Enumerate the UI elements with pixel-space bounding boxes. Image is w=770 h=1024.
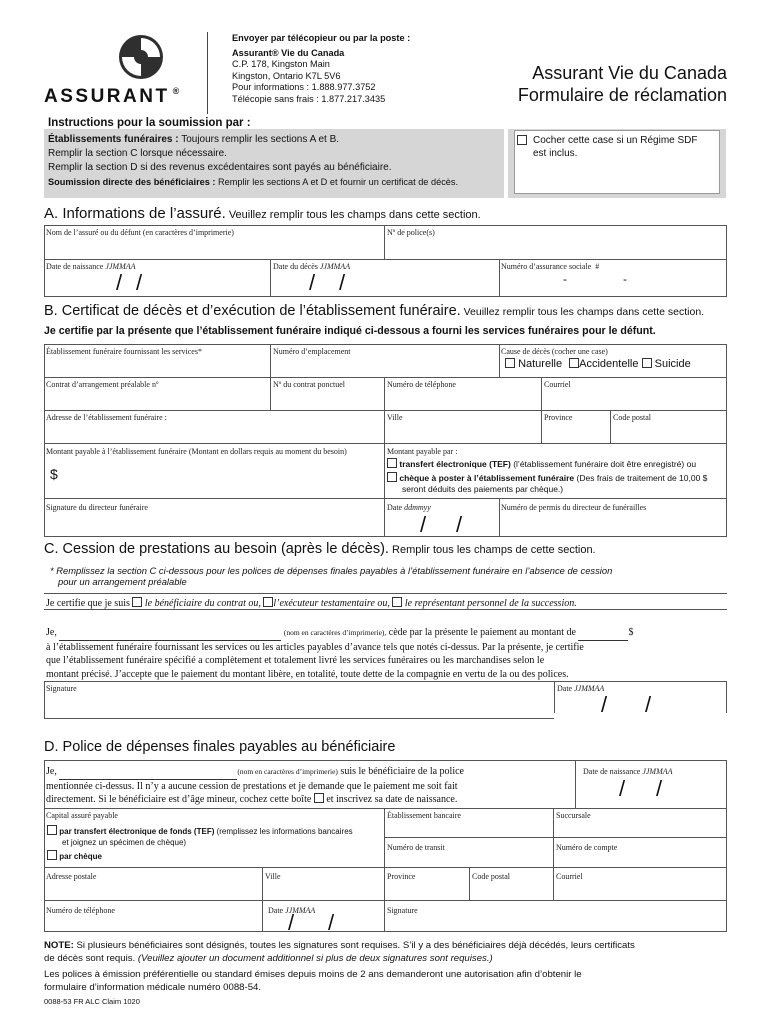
d-province-label: Province [387,872,416,881]
amount-dollar: $ [50,466,58,482]
mailing-address: Envoyer par télécopieur ou par la poste : Assurant® Vie du Canada C.P. 178, Kingston Main Kingston, Ontario K7L 5V6 Pour informations : 1.888.977.3752 Télécopie sans frais : 1.877.217.3435 [232,33,411,104]
fd-date-field[interactable] [385,513,498,536]
fh-city-field[interactable] [385,423,540,442]
assignor-name-field[interactable] [59,626,281,641]
policy-number-field[interactable] [385,238,726,258]
d-signature-label: Signature [387,906,418,915]
transit-label: Numéro de transit [387,843,445,852]
fh-phone-field[interactable] [385,390,540,409]
policy-number-label: Nº de police(s) [387,228,435,237]
sin-label: Numéro d’assurance sociale # [501,262,600,271]
fh-address-field[interactable] [45,423,383,442]
location-number-field[interactable] [271,357,498,376]
cause-suicide-checkbox[interactable] [642,358,652,368]
d-email-label: Courriel [556,872,583,881]
account-field[interactable] [554,853,726,866]
fh-postal-label: Code postal [613,413,651,422]
role-beneficiary-checkbox[interactable] [132,597,142,607]
pay-tef-checkbox[interactable] [387,458,397,468]
d-tef-checkbox[interactable] [47,825,57,835]
d-cheque-checkbox[interactable] [47,850,57,860]
d-signature-field[interactable] [385,916,726,931]
minor-checkbox[interactable] [314,793,324,803]
certify-role: Je certifie que je suis le bénéficiaire du contrat ou, l’exécuteur testamentaire ou, le représentant personnel de la succession. [46,598,577,609]
d-phone-field[interactable] [45,916,261,931]
fh-province-field[interactable] [542,423,609,442]
funeral-home-label: Établissement funéraire fournissant les services* [46,347,202,356]
d-dob-field[interactable] [576,777,726,807]
contract2-label: Nº du contrat ponctuel [273,380,346,389]
capital-label: Capital assuré payable [46,811,118,820]
bank-field[interactable] [385,821,552,836]
section-d-paragraph: Je, (nom en caractères d’imprimerie) suis le bénéficiaire de la police mentionnée ci-dessus. Il n’y a aucune cession de prestations et je demande que le paiement me soit fait directement. Si le bénéficiaire est d’âge mineur, cochez cette boîte et inscrivez sa date de naissance. [46,766,464,805]
d-address-field[interactable] [45,882,261,899]
insured-name-field[interactable] [45,238,383,258]
c-signature-field[interactable] [45,694,553,717]
section-c-note: * Remplissez la section C ci-dessous pour les polices de dépenses finales payables à l’établissement funéraire en l’absence de cession pour un arrangement préalable [50,565,613,587]
d-address-label: Adresse postale [46,872,97,881]
section-b-certify: Je certifie par la présente que l’établissement funéraire indiqué ci-dessous a fourni les services funéraires pour le défunt. [44,325,656,337]
logo [44,34,194,106]
insured-name-label: Nom de l’assuré ou du défunt (en caractères d’imprimerie) [46,228,234,237]
branch-field[interactable] [554,821,726,836]
cause-natural-checkbox[interactable] [505,358,515,368]
sin-field[interactable] [500,272,726,296]
dob-label: Date de naissance JJMMAA [46,262,136,271]
fd-date-label: Date ddmmyy [387,503,431,512]
d-city-label: Ville [265,872,281,881]
pay-cheque-checkbox[interactable] [387,472,397,482]
d-date-field[interactable] [263,916,383,931]
footer-notes: NOTE: Si plusieurs bénéficiaires sont désignés, toutes les signatures sont requises. S’il y a des bénéficiaires déjà décédés, leurs certificats de décès sont requis. (Veuillez ajouter un document additionnel si plus de deux signatures sont requises.) Les polices à émission préférentielle ou standard émises depuis moins de 2 ans demanderont une autorisation afin d’obtenir le formulaire d’information médicale numéro 0088-54. [44,940,635,993]
role-executor-checkbox[interactable] [263,597,273,607]
d-cheque-option: par chèque [47,850,102,861]
sdf-checkbox[interactable] [517,135,527,145]
d-dob-label: Date de naissance JJMMAA [583,767,673,776]
bank-label: Établissement bancaire [387,811,461,820]
fd-signature-label: Signature du directeur funéraire [46,503,148,512]
amount-label: Montant payable à l’établissement funéraire (Montant en dollars requis au moment du besoin) [46,447,347,456]
location-number-label: Numéro d’emplacement [273,347,351,356]
fh-phone-label: Numéro de téléphone [387,380,456,389]
d-postal-label: Code postal [472,872,510,881]
funeral-home-field[interactable] [45,357,269,376]
amount-field[interactable] [62,466,382,496]
section-b-title: B. Certificat de décès et d’exécution de l’établissement funéraire. Veuillez remplir tous les champs dans cette section. [44,303,705,319]
section-c-title: C. Cession de prestations au besoin (après le décès). Remplir tous les champs de cette section. [44,541,596,557]
fd-permit-field[interactable] [500,513,726,536]
contract2-field[interactable] [271,390,383,409]
fh-province-label: Province [544,413,573,422]
d-province-field[interactable] [385,882,468,899]
send-title: Envoyer par télécopieur ou par la poste : [232,33,411,43]
dod-field[interactable] [271,272,498,296]
dob-field[interactable] [45,272,269,296]
fd-signature-field[interactable] [45,513,383,536]
fh-address-label: Adresse de l’établissement funéraire : [46,413,167,422]
fh-city-label: Ville [387,413,403,422]
fh-email-field[interactable] [542,390,726,409]
cause-accidental-checkbox[interactable] [569,358,579,368]
section-d-title: D. Police de dépenses finales payables au bénéficiaire [44,739,396,755]
transit-field[interactable] [385,853,552,866]
instructions-title: Instructions pour la soumission par : [48,117,251,129]
assurant-emblem-icon [118,34,164,80]
cause-label: Cause de décès (cocher une case) [501,347,608,356]
d-email-field[interactable] [554,882,726,899]
pay-cheque-option: chèque à poster à l’établissement funéraire (Des frais de traitement de 10,00 $ seront déduits des paiements par chèque.) [387,472,707,495]
d-city-field[interactable] [263,882,383,899]
beneficiary-name-field[interactable] [59,765,237,780]
form-title: Assurant Vie du Canada Formulaire de réclamation [517,63,727,105]
role-representative-checkbox[interactable] [392,597,402,607]
contract-field[interactable] [45,390,269,409]
account-label: Numéro de compte [556,843,618,852]
pay-method-label: Montant payable par : [387,447,458,456]
fd-permit-label: Numéro de permis du directeur de funérailles [501,503,647,512]
section-c-paragraph: Je, (nom en caractères d’imprimerie), cède par la présente le paiement au montant de $ à l’établissement funéraire fournissant les services ou les articles payables d’avance tels que notés ci-dessus. Par la présente, je certifie que l’établissement funéraire spécifié a complètement et totalement livré les services funéraires ou les marchandises selon le montant précisé. J’accepte que le paiement du montant libère, en totalité, toute dette de la compagnie en vertu de la ou des polices. [46,627,634,680]
c-date-label: Date JJMMAA [557,684,605,693]
contract-label: Contrat d’arrangement préalable nº [46,380,159,389]
fh-postal-field[interactable] [611,423,726,442]
sdf-label: Cocher cette case si un Régime SDF est inclus. [533,135,698,159]
c-date-field[interactable] [556,694,726,714]
form-code: 0088-53 FR ALC Claim 1020 [44,997,140,1006]
d-tef-option: par transfert électronique de fonds (TEF) (remplissez les informations bancaires et joignez un spécimen de chèque) [47,825,353,848]
instructions-text: Établissements funéraires : Toujours remplir les sections A et B. Remplir la section C lorsque nécessaire. Remplir la section D si des revenus excédentaires sont payés au bénéficiaire. Soumission directe des bénéficiaires : Remplir les sections A et D et fournir un certificat de décès. [48,134,459,187]
assign-amount-field[interactable] [578,626,628,641]
d-postal-field[interactable] [470,882,552,899]
branch-label: Succursale [556,811,591,820]
logo-text: ASSURANT ® [44,86,182,107]
d-date-label: Date JJMMAA [268,906,316,915]
c-signature-label: Signature [46,684,77,693]
cause-options: Naturelle Accidentelle Suicide [505,358,691,370]
pay-tef-option: transfert électronique (TEF) (l’établissement funéraire doit être enregistré) ou [387,458,696,469]
dod-label: Date du décès JJMMAA [273,262,351,271]
d-phone-label: Numéro de téléphone [46,906,115,915]
fh-email-label: Courriel [544,380,571,389]
section-a-title: A. Informations de l’assuré. Veuillez remplir tous les champs dans cette section. [44,205,481,222]
